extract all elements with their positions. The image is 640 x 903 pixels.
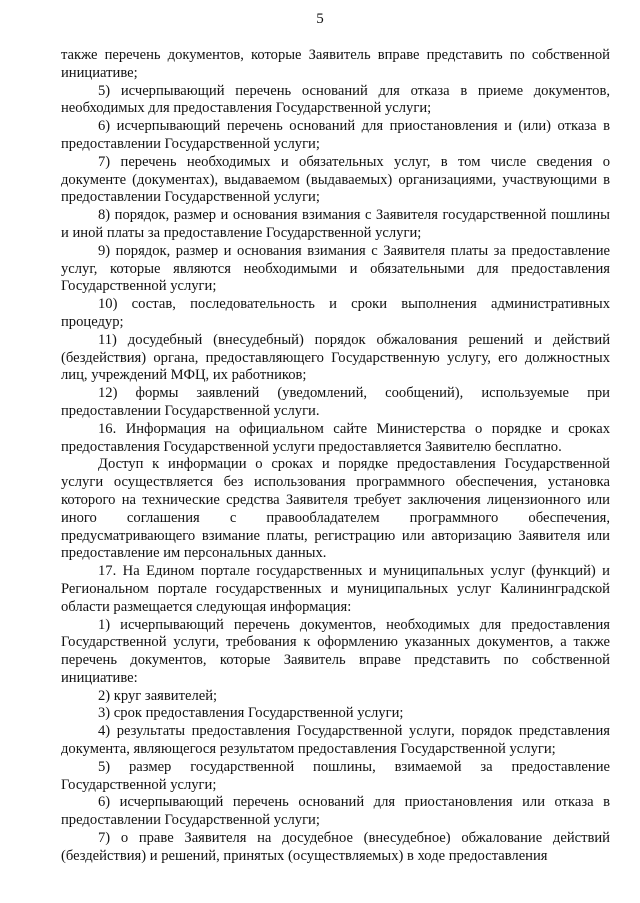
paragraph-portal-item-7: 7) о праве Заявителя на досудебное (внесудебное) обжалование действий (бездействия) и решений, принятых (осуществляемых) в ходе предоставления xyxy=(61,830,610,864)
paragraph-continuation: также перечень документов, которые Заявитель вправе представить по собственной инициативе; xyxy=(61,47,610,81)
paragraph-portal-item-3: 3) срок предоставления Государственной услуги; xyxy=(98,705,404,722)
paragraph-item-12-forms: 12) формы заявлений (уведомлений, сообщений), используемые при предоставлении Государственной услуги. xyxy=(61,385,610,419)
paragraph-portal-item-4: 4) результаты предоставления Государственной услуги, порядок представления документа, являющегося результатом предоставления Государственной услуги; xyxy=(61,723,610,758)
document-body xyxy=(61,47,610,866)
paragraph-item-8-state-duty: 8) порядок, размер и основания взимания с Заявителя государственной пошлины и иной платы за предоставление Государственной услуги; xyxy=(61,207,610,241)
paragraph-portal-item-2: 2) круг заявителей; xyxy=(98,687,218,704)
paragraph-clause-17: 17. На Едином портале государственных и муниципальных услуг (функций) и Региональном портале государственных и муниципальных услуг Калининградской области размещается следующая информация: xyxy=(61,563,610,615)
paragraph-portal-item-1: 1) исчерпывающий перечень документов, необходимых для предоставления Государственной услуги, требования к оформлению указанных документов, а также перечень документов, которые Заявитель вправе представить по собственной инициативе: xyxy=(61,616,610,686)
paragraph-item-6-suspension: 6) исчерпывающий перечень оснований для приостановления и (или) отказа в предоставлении Государственной услуги; xyxy=(61,118,610,152)
paragraph-portal-item-5: 5) размер государственной пошлины, взимаемой за предоставление Государственной услуги; xyxy=(61,758,610,793)
paragraph-item-9-fees: 9) порядок, размер и основания взимания с Заявителя платы за предоставление услуг, которые являются необходимыми и обязательными для предоставления Государственной услуги; xyxy=(61,242,610,295)
paragraph-access-info: Доступ к информации о сроках и порядке предоставления Государственной услуги осуществляется без использования программного обеспечения, установка которого на технические средства Заявителя требует заключения лицензионного или иного соглашения с правообладателем программного обеспечения, предусматривающего взимание платы, регистрацию или авторизацию Заявителя или предоставление им персональных данных. xyxy=(61,456,610,562)
paragraph-item-7-required-services: 7) перечень необходимых и обязательных услуг, в том числе сведения о документе (документах), выдаваемом (выдаваемых) организациями, участвующими в предоставлении Государственной услуги; xyxy=(61,153,610,206)
paragraph-item-11-appeal: 11) досудебный (внесудебный) порядок обжалования решений и действий (бездействия) органа, предоставляющего Государственную услугу, его должностных лиц, учреждений МФЦ, их работников; xyxy=(61,331,610,384)
paragraph-item-10-procedures: 10) состав, последовательность и сроки выполнения административных процедур; xyxy=(61,296,610,330)
paragraph-portal-item-6: 6) исчерпывающий перечень оснований для приостановления или отказа в предоставлении Государственной услуги; xyxy=(61,794,610,829)
paragraph-clause-16: 16. Информация на официальном сайте Министерства о порядке и сроках предоставления Государственной услуги предоставляется Заявителю бесплатно. xyxy=(61,420,610,455)
page-number: 5 xyxy=(316,11,324,27)
paragraph-item-5-refusal-reception: 5) исчерпывающий перечень оснований для отказа в приеме документов, необходимых для предоставления Государственной услуги; xyxy=(61,82,610,117)
